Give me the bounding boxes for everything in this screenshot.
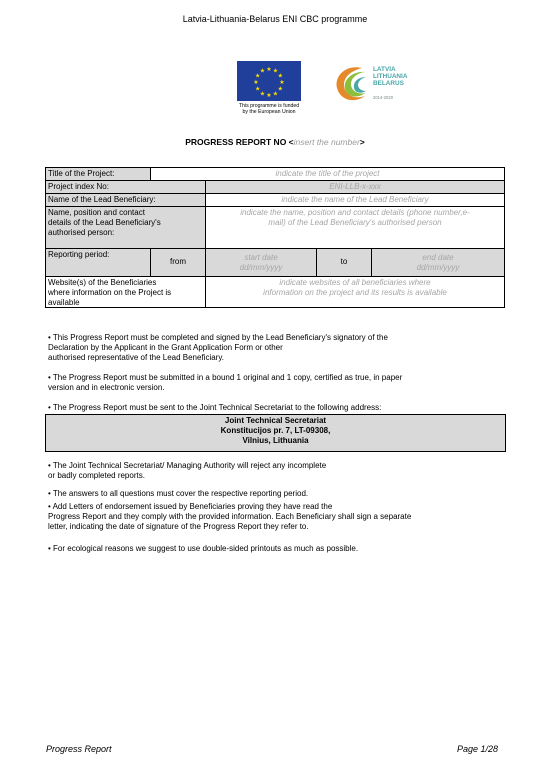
instruction-address: • The Progress Report must be sent to the Joint Technical Secretariat to the following address: [48, 403, 382, 412]
field-line: start date [244, 253, 278, 262]
contact-details-field[interactable] [206, 208, 504, 228]
project-index-label: Project index No: [48, 182, 109, 191]
programme-logo-text: LITHUANIA [373, 73, 408, 80]
table-row [45, 277, 505, 308]
programme-logo-years: 2014-2020 [373, 95, 394, 100]
end-date-field[interactable] [372, 253, 504, 273]
period-to-label: to [340, 257, 348, 266]
instruction-line: • The Joint Technical Secretariat/ Managing Authority will reject any incomplete [48, 461, 327, 470]
label-line: Name, position and contact [48, 208, 145, 217]
contact-details-label [48, 208, 161, 238]
eu-caption-line: This programme is funded [238, 103, 300, 109]
svg-text:★: ★ [266, 66, 272, 73]
svg-text:★: ★ [255, 72, 261, 80]
instruction-signing [48, 333, 468, 363]
label-line: available [48, 298, 80, 307]
instruction-line: or badly completed reports. [48, 471, 145, 480]
instruction-line: letter, indicating the date of signature of the Progress Report they refer to. [48, 522, 309, 531]
field-line: indicate the name, position and contact details (phone number,e- [240, 208, 470, 217]
instruction-submission [48, 373, 508, 393]
report-title-prefix: PROGRESS REPORT NO < [185, 137, 294, 147]
footer-document-name: Progress Report [46, 744, 112, 754]
instruction-line: Progress Report and they comply with the provided information. Each Beneficiary shall sign a separate [48, 512, 412, 521]
label-line: details of the Lead Beneficiary's [48, 218, 161, 227]
instruction-line: • The Progress Report must be submitted in a bound 1 original and 1 copy, certified as true, in paper [48, 373, 403, 382]
footer-page-number: Page 1/28 [456, 744, 498, 754]
programme-header: Latvia-Lithuania-Belarus ENI CBC programme [182, 14, 368, 24]
report-title [0, 137, 550, 147]
svg-text:★: ★ [255, 85, 261, 93]
field-line: mail) of the Lead Beneficiary's authorised person [268, 218, 442, 227]
svg-text:★: ★ [272, 90, 279, 98]
svg-text:★: ★ [253, 79, 259, 86]
lead-beneficiary-field[interactable]: indicate the name of the Lead Beneficiary [281, 195, 429, 204]
project-title-field[interactable]: indicate the title of the project [275, 169, 380, 178]
table-row [45, 207, 505, 249]
field-line: dd/mm/yyyy [416, 263, 460, 272]
jts-address-box [45, 414, 506, 452]
label-line: authorised person: [48, 228, 115, 237]
programme-logo-text: BELARUS [373, 80, 404, 87]
field-line: information on the project and its results is available [263, 288, 447, 297]
svg-text:★: ★ [259, 90, 266, 98]
jts-name: Joint Technical Secretariat [224, 416, 327, 425]
instruction-line: version and in electronic version. [48, 383, 165, 392]
instruction-endorsement [48, 502, 508, 532]
period-from-label: from [170, 257, 186, 266]
field-line: indicate websites of all beneficiaries where [279, 278, 431, 287]
svg-text:★: ★ [277, 72, 283, 80]
programme-logo [332, 60, 422, 110]
start-date-field[interactable] [206, 253, 316, 273]
instruction-rejection [48, 461, 468, 481]
svg-text:★: ★ [277, 85, 283, 93]
svg-text:★: ★ [279, 79, 285, 86]
svg-text:★: ★ [259, 67, 266, 75]
programme-swirl-icon [332, 60, 372, 106]
svg-text:★: ★ [266, 92, 272, 99]
report-title-suffix: > [359, 137, 365, 147]
eu-flag-icon [237, 61, 301, 101]
table-row [45, 181, 505, 194]
instruction-line: • Add Letters of endorsement issued by Beneficiaries proving they have read the [48, 502, 333, 511]
instruction-line: Declaration by the Applicant in the Grant Application Form or other [48, 343, 283, 352]
eu-caption-line: by the European Union [242, 109, 296, 115]
eu-caption [231, 103, 307, 115]
instruction-line: • This Progress Report must be completed and signed by the Lead Beneficiary's signatory of the [48, 333, 388, 342]
instruction-ecological: • For ecological reasons we suggest to use double-sided printouts as much as possible. [48, 544, 359, 553]
label-line: Website(s) of the Beneficiaries [48, 278, 157, 287]
jts-street: Konstitucijos pr. 7, LT-09308, [220, 426, 331, 435]
eu-logo [237, 61, 301, 119]
table-row [45, 249, 505, 277]
instruction-answers: • The answers to all questions must cover the respective reporting period. [48, 489, 309, 498]
website-label [48, 278, 171, 308]
website-field[interactable] [206, 278, 504, 298]
jts-city: Vilnius, Lithuania [242, 436, 309, 445]
project-title-label: Title of the Project: [48, 169, 115, 178]
table-row [45, 167, 505, 181]
project-index-field[interactable]: ENI-LLB-x-xxx [329, 182, 381, 191]
svg-text:★: ★ [272, 67, 279, 75]
field-line: dd/mm/yyyy [239, 263, 283, 272]
lead-beneficiary-label: Name of the Lead Beneficiary: [48, 195, 156, 204]
reporting-period-label: Reporting period: [48, 250, 110, 259]
table-row [45, 194, 505, 207]
report-number-placeholder[interactable]: insert the number [293, 137, 360, 147]
instruction-line: authorised representative of the Lead Beneficiary. [48, 353, 224, 362]
label-line: where information on the Project is [48, 288, 172, 297]
field-line: end date [422, 253, 454, 262]
programme-logo-text: LATVIA [373, 66, 396, 73]
